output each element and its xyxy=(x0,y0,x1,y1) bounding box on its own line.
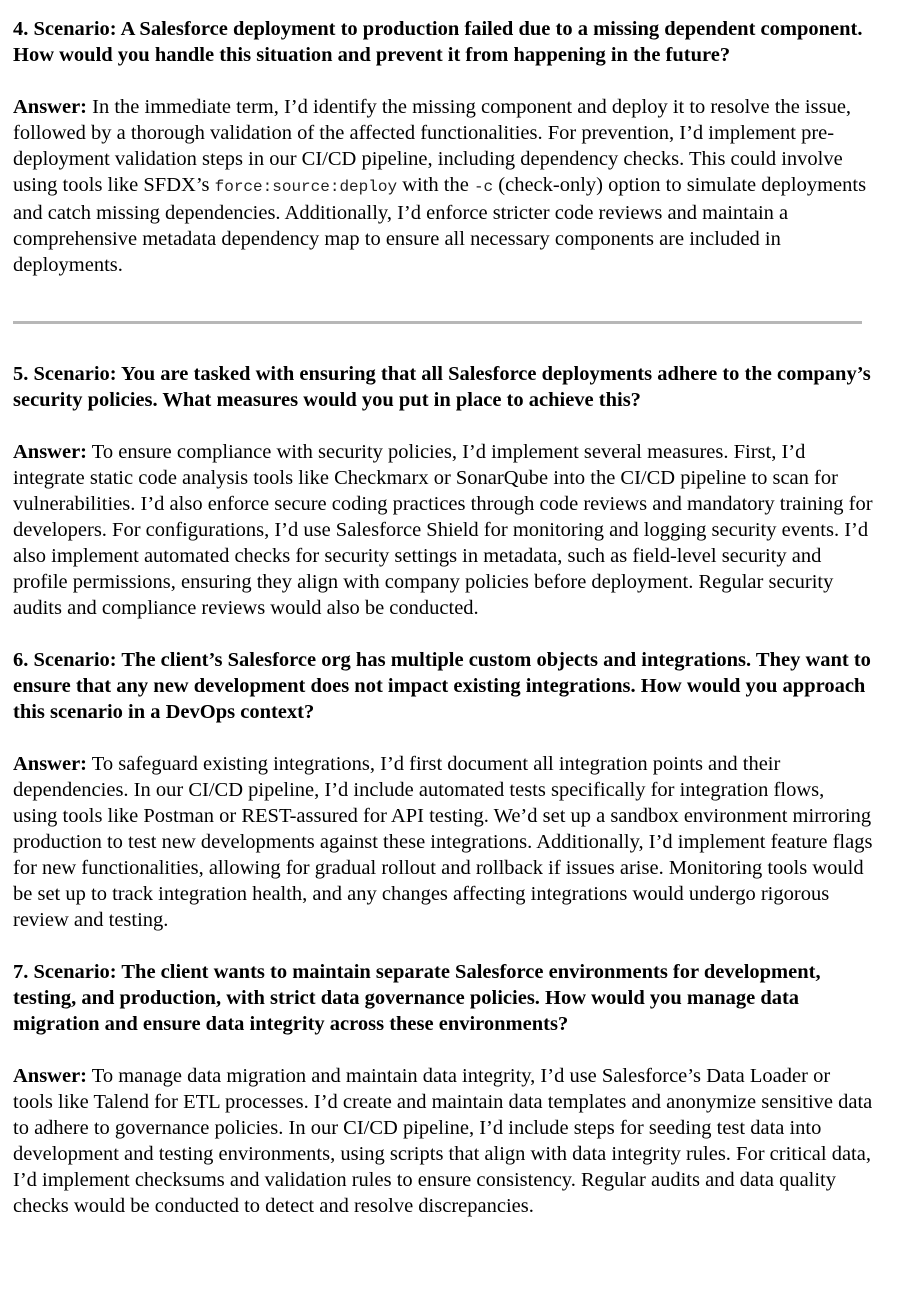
inline-code-flag: -c xyxy=(473,178,494,196)
answer-text: with the xyxy=(397,174,474,196)
answer-text: To ensure compliance with security policies, I’d implement several measures. First, I’d integrate static code analysis tools like Checkmarx or SonarQube into the CI/CD pipeline to scan for vulnerabilities. I’d also enforce secure coding practices through code reviews and mandatory training for developers. For configurations, I’d use Salesforce Shield for monitoring and logging security events. I’d also implement automated checks for security settings in metadata, such as field-level security and profile permissions, ensuring they align with company policies before deployment. Regular security audits and compliance reviews would also be conducted. xyxy=(13,441,873,619)
question-heading: 6. Scenario: The client’s Salesforce org has multiple custom objects and integrations. They want to ensure that any new development does not impact existing integrations. How would you approach this scenario in a DevOps context? xyxy=(13,649,871,723)
answer-paragraph xyxy=(13,94,873,278)
question-heading: 4. Scenario: A Salesforce deployment to production failed due to a missing dependent component. How would you handle this situation and prevent it from happening in the future? xyxy=(13,18,863,66)
answer-label: Answer: xyxy=(13,441,88,463)
answer-paragraph xyxy=(13,751,873,933)
document-page xyxy=(13,16,873,1219)
inline-code-command: force:source:deploy xyxy=(214,178,398,196)
scenario-4 xyxy=(13,16,873,278)
answer-text: (check-only) option to simulate deployments and catch missing dependencies. Additionally, I’d enforce stricter code reviews and maintain a comprehensive metadata dependency map to ensure all necessary components are included in deployments. xyxy=(13,174,867,276)
question-heading: 5. Scenario: You are tasked with ensuring that all Salesforce deployments adhere to the company’s security policies. What measures would you put in place to achieve this? xyxy=(13,363,871,411)
scenario-6 xyxy=(13,647,873,933)
scenario-5 xyxy=(13,361,873,621)
answer-paragraph xyxy=(13,439,873,621)
scenario-7 xyxy=(13,959,873,1219)
answer-text: To safeguard existing integrations, I’d first document all integration points and their dependencies. In our CI/CD pipeline, I’d include automated tests specifically for integration flows, using tools like Postman or REST-assured for API testing. We’d set up a sandbox environment mirroring production to test new developments against these integrations. Additionally, I’d implement feature flags for new functionalities, allowing for gradual rollout and rollback if issues arise. Monitoring tools would be set up to track integration health, and any changes affecting integrations would undergo rigorous review and testing. xyxy=(13,753,873,931)
answer-text: To manage data migration and maintain data integrity, I’d use Salesforce’s Data Loader or tools like Talend for ETL processes. I’d create and maintain data templates and anonymize sensitive data to adhere to governance policies. In our CI/CD pipeline, I’d include steps for seeding test data into development and testing environments, using scripts that align with data integrity rules. For critical data, I’d implement checksums and validation rules to ensure consistency. Regular audits and data quality checks would be conducted to detect and resolve discrepancies. xyxy=(13,1065,873,1217)
answer-label: Answer: xyxy=(13,96,88,118)
answer-paragraph xyxy=(13,1063,873,1219)
answer-text: In the immediate term, I’d identify the missing component and deploy it to resolve the issue, followed by a thorough validation of the affected functionalities. For prevention, I’d implement pre-deployment validation steps in our CI/CD pipeline, including dependency checks. This could involve using tools like SFDX’s xyxy=(13,96,852,196)
answer-label: Answer: xyxy=(13,1065,88,1087)
answer-label: Answer: xyxy=(13,753,88,775)
question-heading: 7. Scenario: The client wants to maintain separate Salesforce environments for development, testing, and production, with strict data governance policies. How would you manage data migration and ensure data integrity across these environments? xyxy=(13,961,821,1035)
